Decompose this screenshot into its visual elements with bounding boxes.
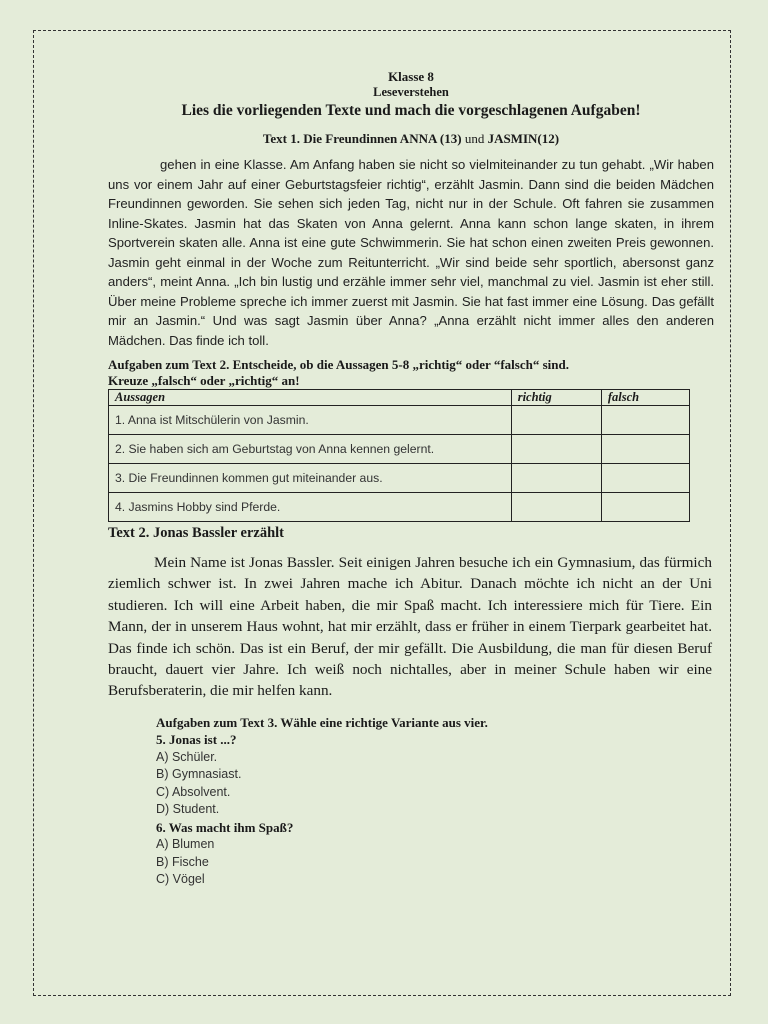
table-header-row — [109, 390, 690, 406]
option-5d[interactable]: D) Student. — [156, 802, 220, 817]
table-row — [109, 435, 690, 464]
falsch-cell[interactable] — [601, 464, 689, 493]
statements-table — [108, 389, 690, 522]
falsch-cell[interactable] — [601, 406, 689, 435]
falsch-cell[interactable] — [601, 493, 689, 522]
task2-title — [108, 357, 714, 389]
task2-title-line1: Aufgaben zum Text 2. Entscheide, ob die Aussagen 5-8 „richtig“ oder “falsch“ sind. — [108, 357, 569, 372]
richtig-cell[interactable] — [511, 435, 601, 464]
text1-body: gehen in eine Klasse. Am Anfang haben sie nicht so vielmiteinander zu tun gehabt. „Wir haben uns vor einem Jahr auf einer Geburtstagsfeier richtig“, erzählt Jasmin. Dann sind die beiden Mädchen Freundinnen geworden. Sie sehen sich jeden Tag, nicht nur in der Schule. Oft fahren sie zusammen Inline-Skates. Jasmin hat das Skaten von Anna gelernt. Anna kann schon lange skaten, in ihrem Sportverein skaten alle. Anna ist eine gute Schwimmerin. Sie hat schon einen zweiten Preis gewonnen. Jasmin geht einmal in der Woche zum Reitunterricht. „Wir sind beide sehr sportlich, abersonst ganz anders“, meint Anna. „Ich bin lustig und erzähle immer sehr viel, manchmal zu viel. Jasmin ist eher still. Über meine Probleme spreche ich immer zuerst mit Jasmin. Sie hat fast immer eine Lösung. Das gefällt mir an Jasmin.“ Und was sagt Jasmin über Anna? „Anna erzählt nicht immer alles den anderen Mädchen. Das finde ich toll. — [108, 157, 714, 348]
header-falsch: falsch — [601, 390, 689, 406]
falsch-cell[interactable] — [601, 435, 689, 464]
statement-cell: 4. Jasmins Hobby sind Pferde. — [109, 493, 512, 522]
table-row — [109, 493, 690, 522]
text1-title — [108, 130, 714, 147]
question-6: 6. Was macht ihm Spaß? — [156, 819, 294, 835]
table-row — [109, 406, 690, 435]
header-aussagen: Aussagen — [109, 390, 512, 406]
statement-cell: 3. Die Freundinnen kommen gut miteinander aus. — [109, 464, 512, 493]
option-6c[interactable]: C) Vögel — [156, 872, 205, 887]
page-title: Lies die vorliegenden Texte und mach die vorgeschlagenen Aufgaben! — [181, 102, 641, 119]
text2-body: Mein Name ist Jonas Bassler. Seit einigen Jahren besuche ich ein Gymnasium, das fürmich ziemlich schwer ist. In zwei Jahren mache ich Abitur. Danach möchte ich nicht an der Uni studieren. Ich will eine Arbeit haben, die mir Spaß macht. Ich interessiere mich für Tiere. Ein Mann, der in unserem Haus wohnt, hat mir erzählt, dass er früher in einem Tierpark gearbeitet hat. Das finde ich schön. Das ist ein Beruf, der mir gefällt. Die Ausbildung, die man für diesen Beruf braucht, dauert vier Jahre. Ich weiß noch nichtalles, aber in meiner Schule haben wir eine Berufsberaterin, die mir helfen kann. — [108, 554, 712, 700]
option-5b[interactable]: B) Gymnasiast. — [156, 767, 242, 782]
richtig-cell[interactable] — [511, 493, 601, 522]
subtitle: Leseverstehen — [373, 85, 449, 99]
text2-title: Text 2. Jonas Bassler erzählt — [108, 525, 285, 541]
task2-title-line2: Kreuze „falsch“ oder „richtig“ an! — [108, 373, 300, 388]
text1-title-a: Text 1. Die Freundinnen ANNA (13) — [262, 131, 462, 146]
option-5a[interactable]: A) Schüler. — [156, 749, 218, 764]
option-6b[interactable]: B) Fische — [156, 854, 209, 869]
table-row — [109, 464, 690, 493]
worksheet — [108, 66, 714, 889]
richtig-cell[interactable] — [511, 464, 601, 493]
question-5: 5. Jonas ist ...? — [156, 732, 237, 748]
task3-section — [156, 714, 714, 889]
statement-cell: 1. Anna ist Mitschülerin von Jasmin. — [109, 406, 512, 435]
statement-cell: 2. Sie haben sich am Geburtstag von Anna kennen gelernt. — [109, 435, 512, 464]
text1-title-und: und — [464, 131, 485, 146]
task3-title: Aufgaben zum Text 3. Wähle eine richtige Variante aus vier. — [156, 714, 488, 730]
richtig-cell[interactable] — [511, 406, 601, 435]
option-6a[interactable]: A) Blumen — [156, 837, 215, 852]
option-5c[interactable]: C) Absolvent. — [156, 784, 231, 799]
text1-title-b: JASMIN(12) — [487, 131, 560, 146]
klasse-label: Klasse 8 — [388, 69, 434, 84]
header-richtig: richtig — [511, 390, 601, 406]
